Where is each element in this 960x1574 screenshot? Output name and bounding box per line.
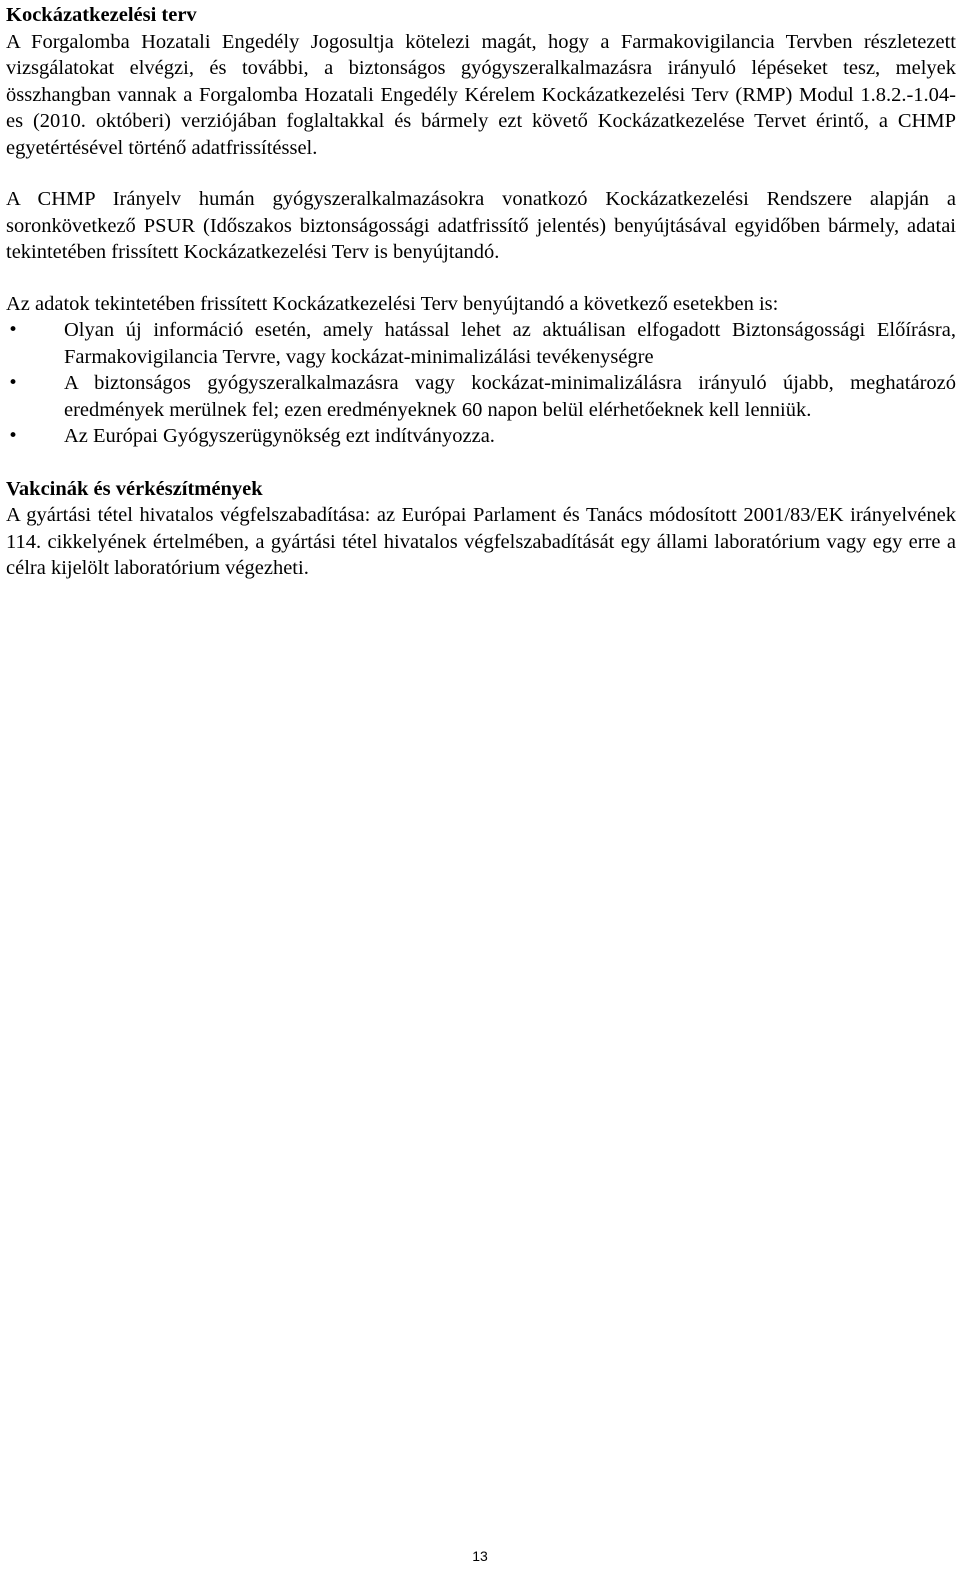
paragraph-rmp-commitment: A Forgalomba Hozatali Engedély Jogosultja kötelezi magát, hogy a Farmakovigilancia Tervben részletezett vizsgálatokat elvégzi, és további, a biztonságos gyógyszeralkalmazásra irányuló lépéseket tesz, melyek összhangban vannak a Forgalomba Hozatali Engedély Kérelem Kockázatkezelési Terv (RMP) Modul 1.8.2.-1.04-es (2010. októberi) verziójában foglaltakkal és bármely ezt követő Kockázatkezelése Tervet érintő, a CHMP egyetértésével történő adatfrissítéssel. (6, 30, 956, 159)
paragraph-chmp-guideline: A CHMP Irányelv humán gyógyszeralkalmazásokra vonatkozó Kockázatkezelési Rendszere alapján a soronkövetkező PSUR (Időszakos biztonságossági adatfrissítő jelentés) benyújtásával egyidőben bármely, adatai tekintetében frissített Kockázatkezelési Terv is benyújtandó. (6, 188, 956, 263)
section-heading-risk-management: Kockázatkezelési terv (6, 4, 197, 26)
paragraph-batch-release: A gyártási tétel hivatalos végfelszabadítása: az Európai Parlament és Tanács módosított 2001/83/EK irányelvének 114. cikkelyének értelmében, a gyártási tétel hivatalos végfelszabadítását egy állami laboratórium vagy egy erre a célra kijelölt laboratórium végezheti. (6, 504, 956, 579)
list-item-text: Az Európai Gyógyszerügynökség ezt indítványozza. (64, 425, 495, 447)
list-item (6, 423, 956, 450)
update-cases-list (6, 317, 956, 450)
list-item-text: A biztonságos gyógyszeralkalmazásra vagy kockázat-minimalizálásra irányuló újabb, meghatározó eredmények merülnek fel; ezen eredményeknek 60 napon belül elérhetőeknek kell lenniük. (64, 372, 956, 421)
bullet-icon: • (8, 320, 19, 340)
bullet-icon: • (8, 426, 19, 446)
bullet-icon: • (8, 373, 19, 393)
page-number: 13 (472, 1548, 488, 1564)
list-item (6, 317, 956, 370)
paragraph-update-cases-intro: Az adatok tekintetében frissített Kockázatkezelési Terv benyújtandó a következő esetekben is: (6, 292, 779, 315)
section-heading-vaccines: Vakcinák és vérkészítmények (6, 477, 263, 500)
list-item-text: Olyan új információ esetén, amely hatással lehet az aktuálisan elfogadott Biztonságossági Előírásra, Farmakovigilancia Tervre, vagy kockázat-minimalizálási tevékenységre (64, 319, 956, 368)
document-page (6, 2, 956, 582)
list-item (6, 370, 956, 423)
